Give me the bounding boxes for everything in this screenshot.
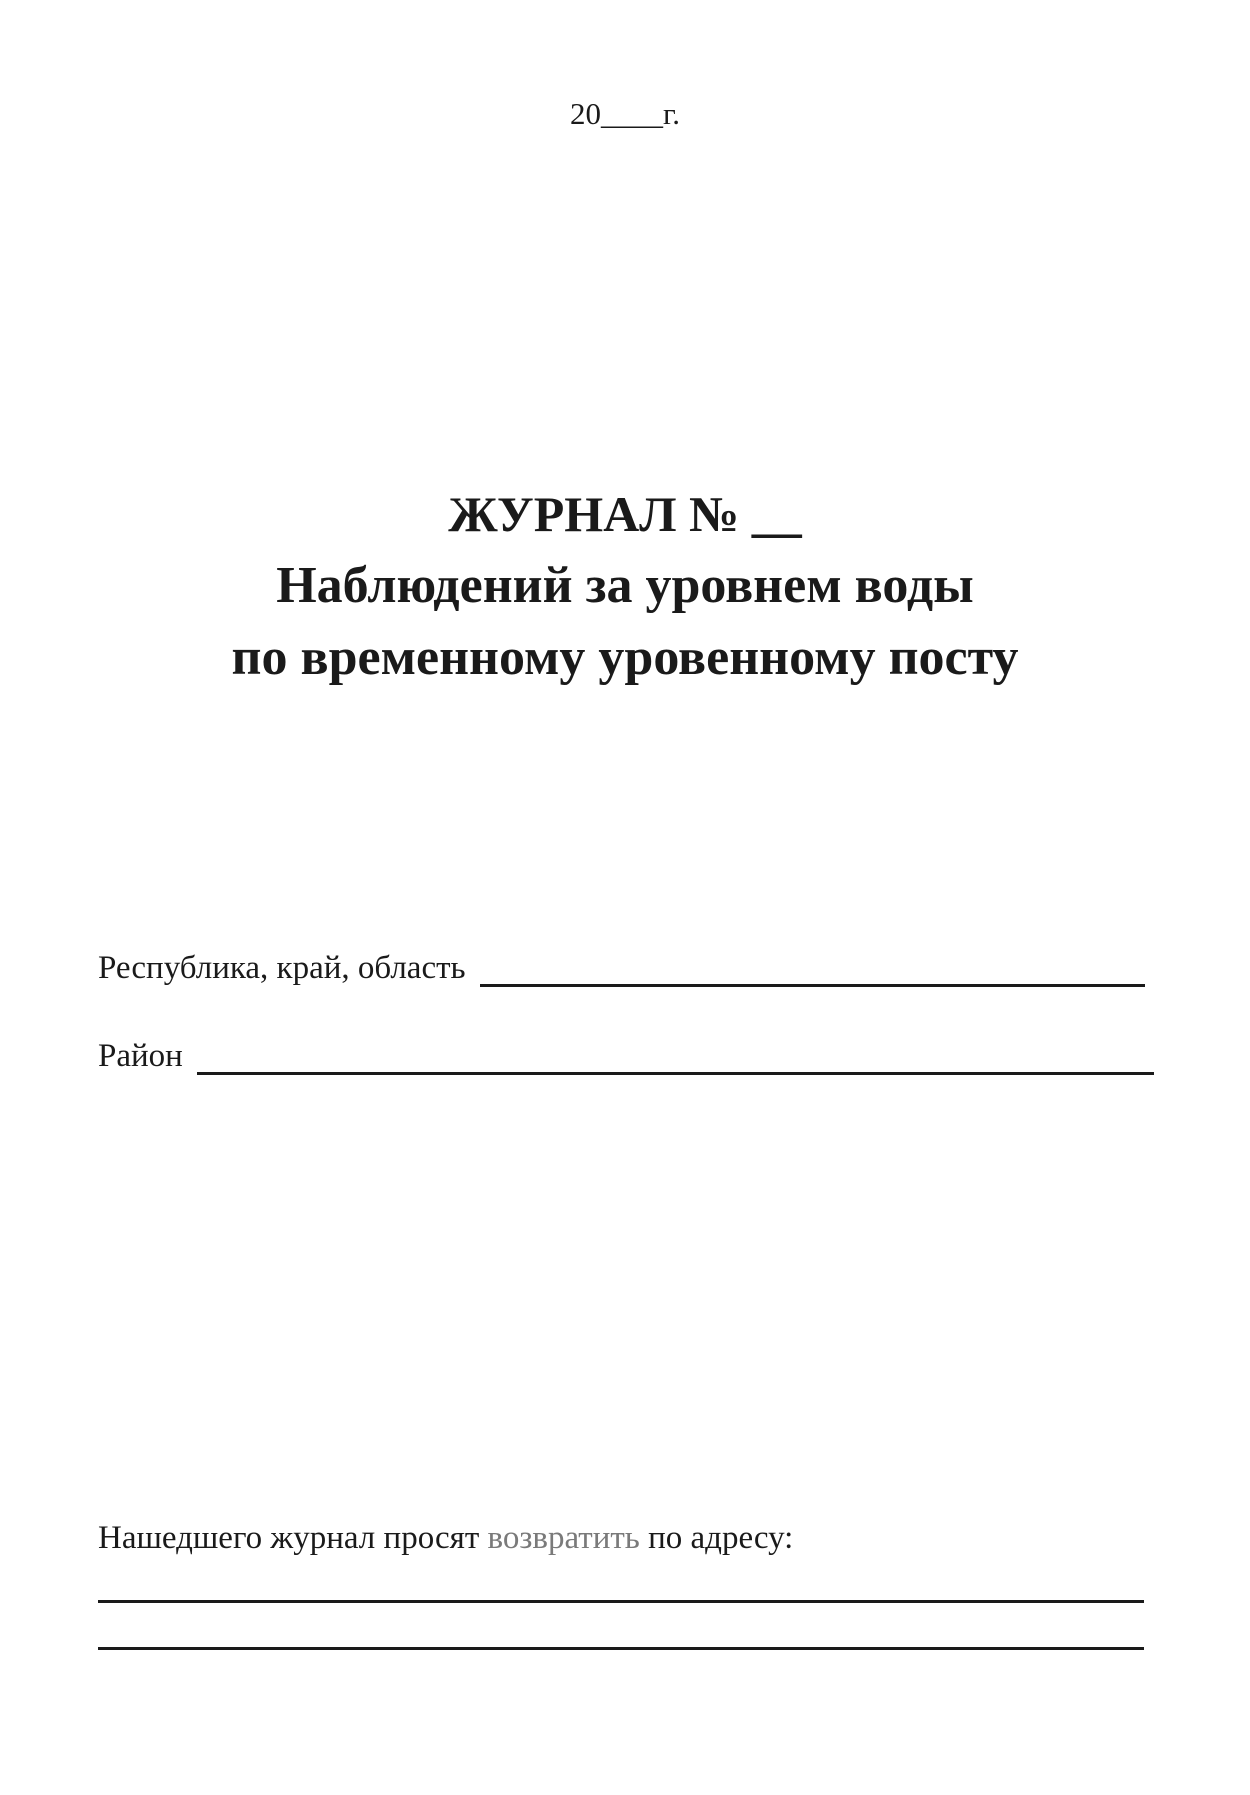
journal-title-line-1: ЖУРНАЛ № __ — [448, 486, 802, 542]
region-label: Республика, край, область — [98, 950, 466, 986]
return-address-note — [98, 1520, 793, 1557]
journal-title-line-2: Наблюдений за уровнем воды — [276, 557, 974, 614]
district-label: Район — [98, 1038, 183, 1074]
district-field — [98, 1038, 1154, 1075]
region-field — [98, 950, 1145, 987]
address-fill-line-1[interactable] — [98, 1600, 1144, 1603]
return-text-start: Нашедшего журнал просят — [98, 1520, 488, 1556]
journal-title-line-3: по временному уровенному посту — [231, 629, 1019, 686]
address-fill-line-2[interactable] — [98, 1647, 1144, 1650]
district-fill-line[interactable] — [197, 1044, 1154, 1075]
year-field: 20____г. — [570, 96, 680, 131]
return-text-faint: возвратить — [487, 1520, 640, 1556]
return-text-end: по адресу: — [639, 1520, 794, 1556]
journal-title — [0, 478, 1250, 694]
region-fill-line[interactable] — [480, 956, 1145, 987]
